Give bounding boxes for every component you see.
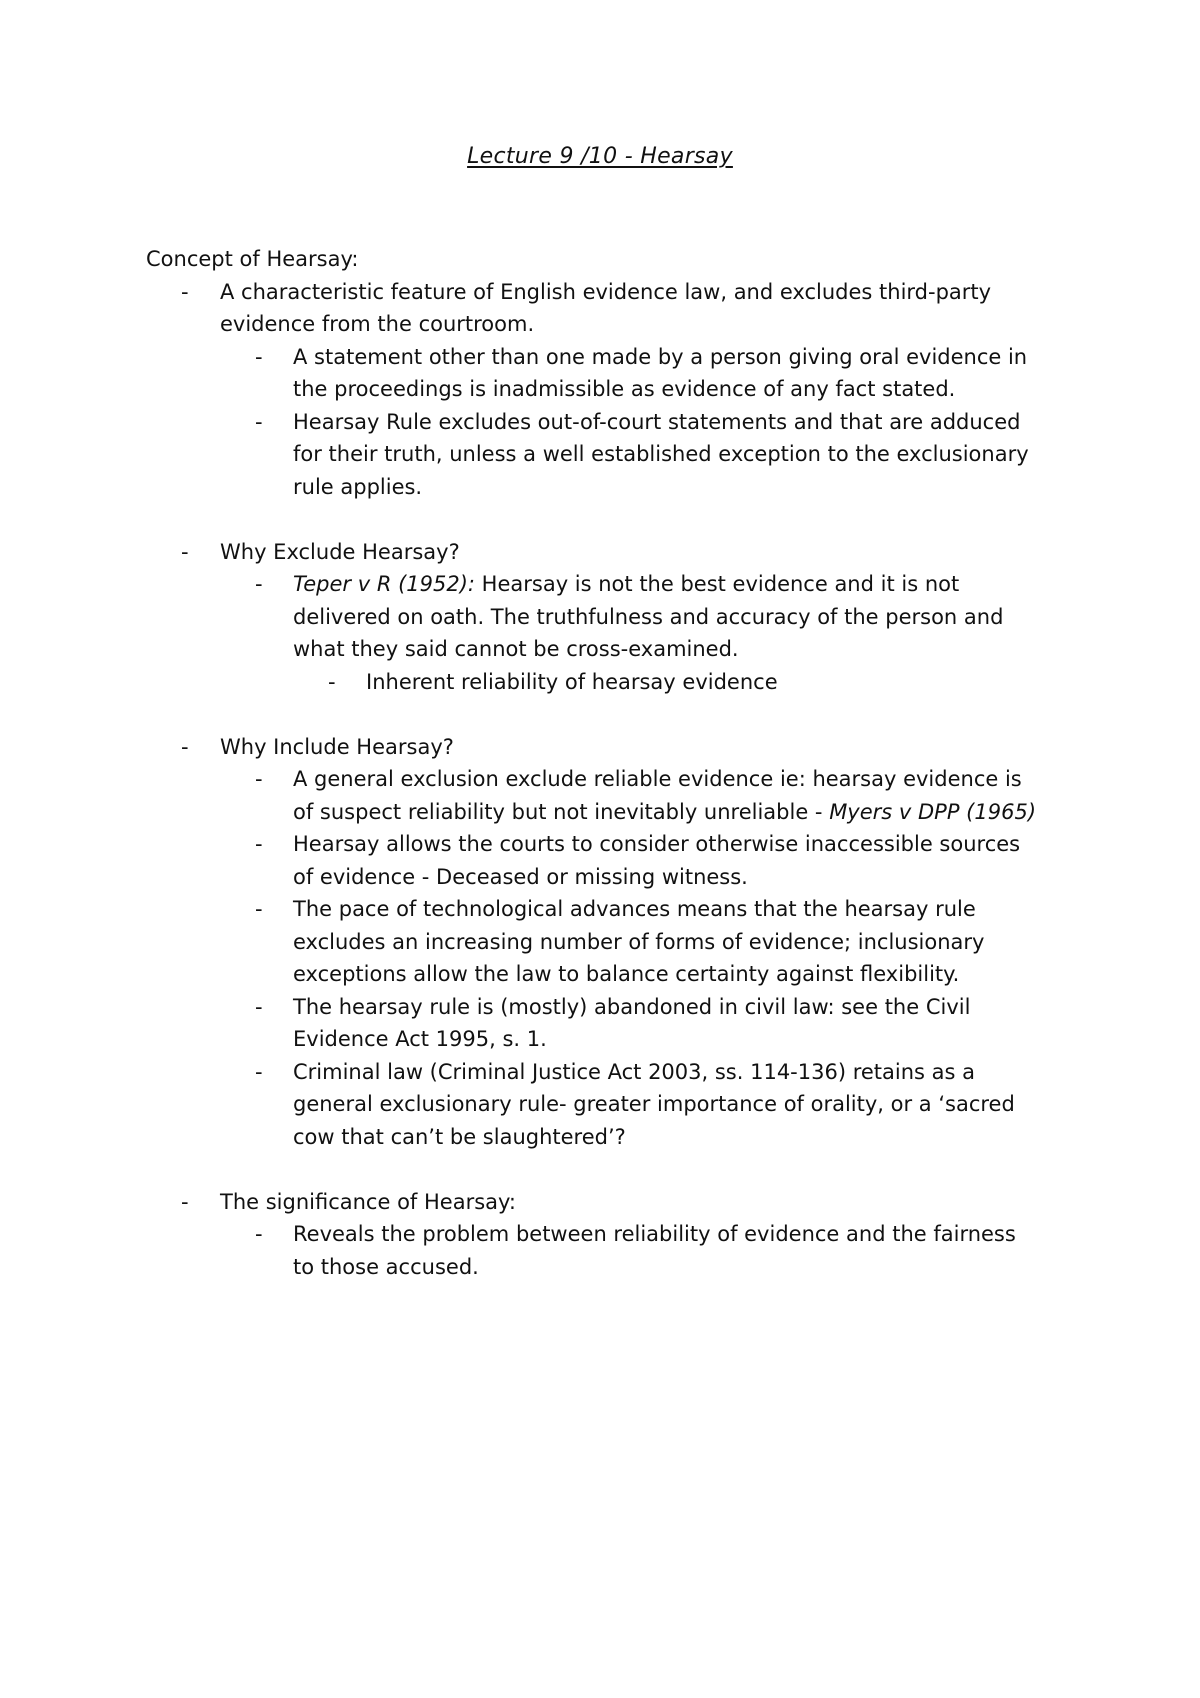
bullet-text: A general exclusion exclude reliable evidence ie: hearsay evidence is of suspect reliability but not inevitably unreliable - <box>293 767 1022 824</box>
bullet-dash: - <box>181 279 189 304</box>
bullet-include-point <box>146 1056 1041 1154</box>
bullet-myers-case <box>146 763 1041 828</box>
bullet-concept-point <box>146 341 1041 406</box>
bullet-text: Why Include Hearsay? <box>220 734 454 759</box>
section-heading-concept: Concept of Hearsay: <box>146 247 359 271</box>
bullet-significance <box>146 1186 1076 1219</box>
bullet-reliability-note <box>146 666 1076 699</box>
bullet-dash: - <box>255 767 263 791</box>
bullet-dash: - <box>181 539 189 564</box>
bullet-include-point <box>146 828 1041 893</box>
bullet-text: Criminal law (Criminal Justice Act 2003, ss. 114-136) retains as a general exclusionary rule- greater importance of orality, or a ‘sacred cow that can’t be slaughtered’? <box>293 1059 1015 1149</box>
spacer <box>146 1153 1076 1186</box>
bullet-dash: - <box>255 994 263 1019</box>
document-body <box>146 243 1076 1283</box>
bullet-dash: - <box>255 1059 263 1084</box>
bullet-text: Hearsay allows the courts to consider otherwise inaccessible sources of evidence - Deceased or missing witness. <box>293 832 1021 889</box>
bullet-dash: - <box>328 669 336 694</box>
bullet-text: The hearsay rule is (mostly) abandoned in civil law: see the Civil Evidence Act 1995, s. 1. <box>293 994 971 1051</box>
bullet-text: Why Exclude Hearsay? <box>220 539 460 564</box>
bullet-include-point <box>146 991 1041 1056</box>
case-citation-teper: Teper v R (1952): <box>293 572 475 596</box>
bullet-text: Hearsay Rule excludes out-of-court statements and that are adduced for their truth, unless a well established exception to the exclusionary rule applies. <box>293 409 1029 499</box>
case-citation-myers: Myers v DPP (1965) <box>829 799 1037 824</box>
bullet-text: A characteristic feature of English evidence law, and excludes third-party evidence from the courtroom. <box>220 279 992 336</box>
bullet-dash: - <box>255 897 263 921</box>
bullet-concept-point <box>146 406 1041 504</box>
bullet-dash: - <box>181 734 189 759</box>
bullet-dash: - <box>181 1189 189 1214</box>
bullet-text: Hearsay is not the best evidence and it is not delivered on oath. The truthfulness and accuracy of the person and what they said cannot be cross-examined. <box>293 572 1004 661</box>
bullet-why-exclude <box>146 536 1076 569</box>
bullet-dash: - <box>255 344 263 369</box>
bullet-include-point <box>146 893 1041 991</box>
bullet-dash: - <box>255 409 263 434</box>
bullet-dash: - <box>255 1222 263 1246</box>
spacer <box>146 503 1076 536</box>
bullet-text: The significance of Hearsay: <box>220 1189 516 1214</box>
bullet-text: Reveals the problem between reliability of evidence and the fairness to those accused. <box>293 1222 1016 1279</box>
bullet-text: Inherent reliability of hearsay evidence <box>366 669 778 694</box>
bullet-concept-intro <box>146 276 1076 341</box>
bullet-text: The pace of technological advances means that the hearsay rule excludes an increasing number of forms of evidence; inclusionary exceptions allow the law to balance certainty against flexibility. <box>293 897 985 986</box>
bullet-dash: - <box>255 572 263 596</box>
bullet-teper-case <box>146 568 1041 666</box>
document-title: Lecture 9 /10 - Hearsay <box>467 144 733 169</box>
bullet-text: A statement other than one made by a person giving oral evidence in the proceedings is inadmissible as evidence of any fact stated. <box>293 344 1028 401</box>
bullet-significance-point <box>146 1218 1041 1283</box>
bullet-why-include <box>146 731 1076 764</box>
bullet-dash: - <box>255 832 263 856</box>
spacer <box>146 698 1076 731</box>
